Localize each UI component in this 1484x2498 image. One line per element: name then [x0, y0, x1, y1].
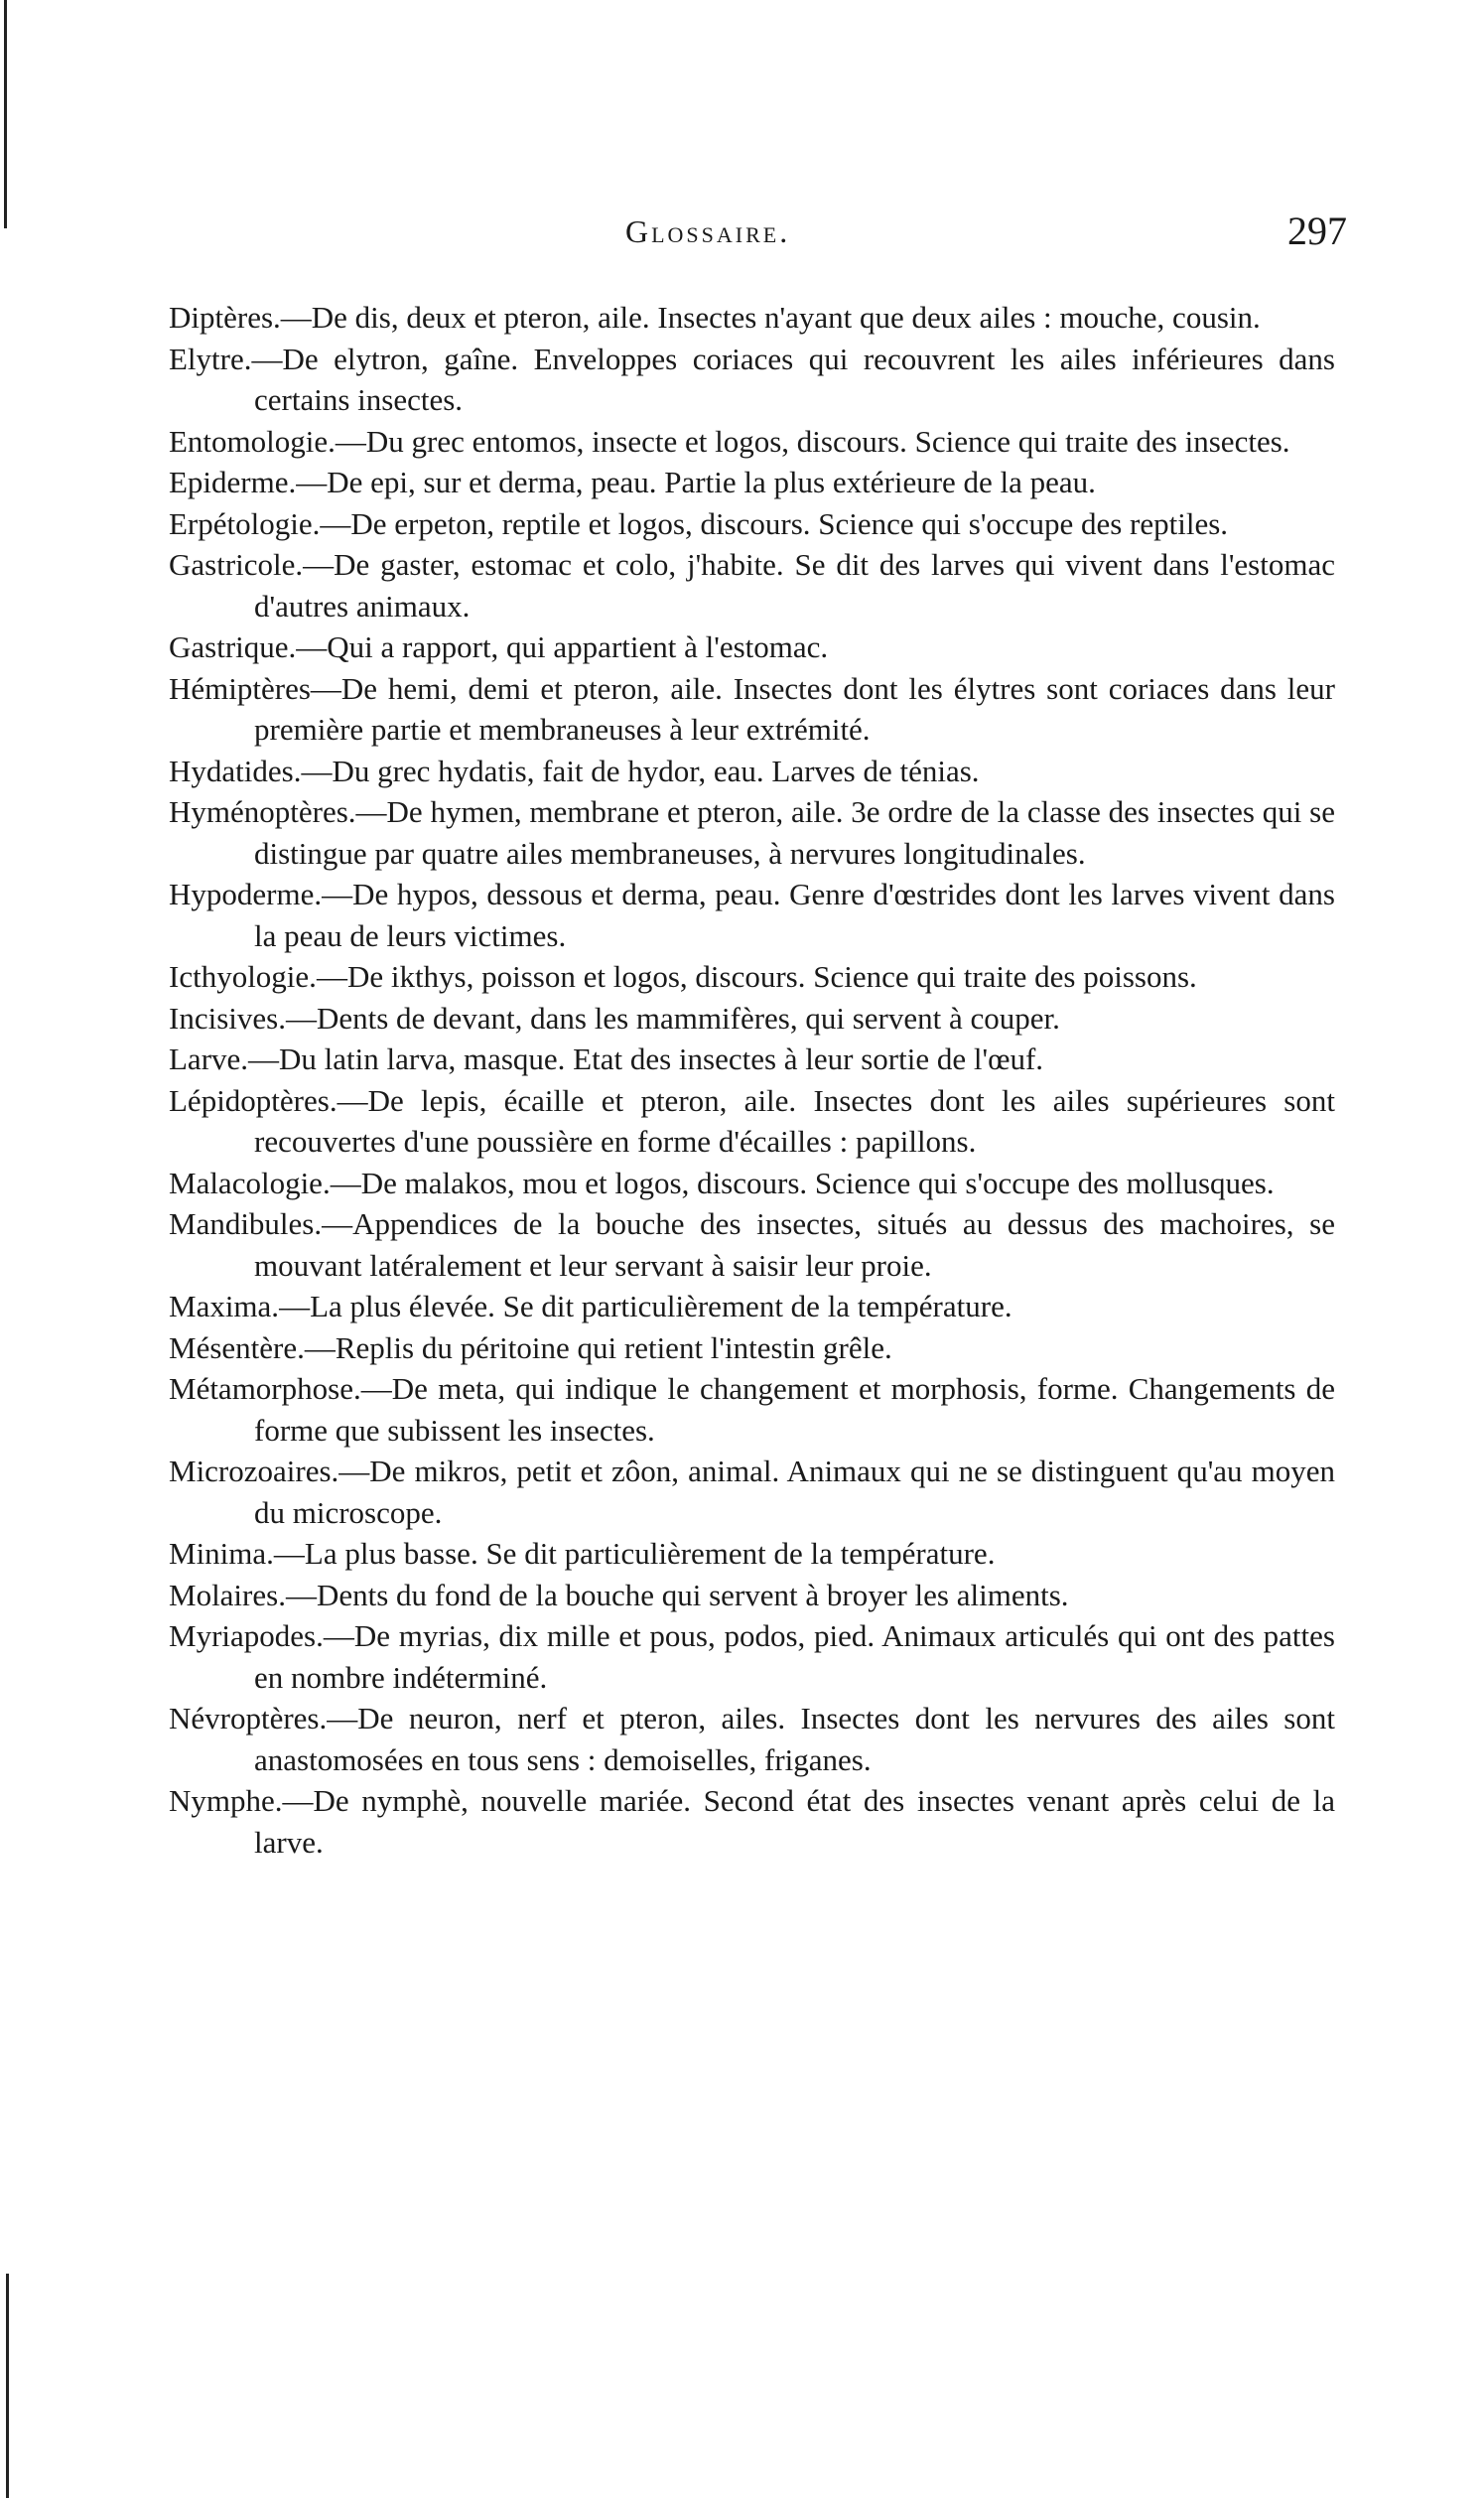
glossary-definition: —De lepis, écaille et pteron, aile. Insectes dont les ailes supérieures sont recouvertes d'une poussière en forme d'écailles : papillons.: [254, 1082, 1335, 1159]
glossary-entry: [169, 668, 1335, 751]
glossary-definition: —De epi, sur et derma, peau. Partie la plus extérieure de la peau.: [296, 465, 1096, 499]
glossary-entry: [169, 626, 1335, 668]
page-edge-line: [4, 0, 7, 228]
glossary-entry: [169, 1327, 1335, 1369]
glossary-entry: [169, 297, 1335, 339]
document-page: [169, 204, 1347, 1863]
glossary-definition: —Qui a rapport, qui appartient à l'estomac.: [296, 629, 829, 664]
glossary-term: Mésentère.: [169, 1329, 305, 1365]
glossary-definition: —Dents de devant, dans les mammifères, qui servent à couper.: [285, 1000, 1060, 1036]
glossary-definition: —Replis du péritoine qui retient l'intestin grêle.: [304, 1329, 892, 1365]
glossary-definition: —Du grec entomos, insecte et logos, discours. Science qui traite des insectes.: [335, 423, 1290, 459]
glossary-entry: [169, 1163, 1335, 1204]
glossary-entry: [169, 1080, 1335, 1163]
glossary-entry: [169, 1368, 1335, 1451]
glossary-definition: —De gaster, estomac et colo, j'habite. Se dit des larves qui vivent dans l'estomac d'autres animaux.: [254, 547, 1335, 624]
glossary-term: Lépidoptères.: [169, 1082, 337, 1118]
glossary-entry: [169, 998, 1335, 1040]
glossary-term: Malacologie.: [169, 1165, 331, 1200]
glossary-entry: [169, 956, 1335, 998]
page-number: 297: [1287, 208, 1347, 253]
glossary-term: Icthyologie.: [169, 959, 317, 994]
glossary-term: Diptères.: [169, 300, 281, 335]
glossary-term: Métamorphose.: [169, 1371, 361, 1406]
glossary-term: Myriapodes.: [169, 1618, 324, 1653]
glossary-entry: [169, 1575, 1335, 1616]
glossary-term: Larve.: [169, 1041, 249, 1076]
glossary-definition: —De meta, qui indique le changement et morphosis, forme. Changements de forme que subissent les insectes.: [254, 1371, 1335, 1448]
glossary-definition: —Du grec hydatis, fait de hydor, eau. Larves de ténias.: [301, 753, 980, 788]
glossary-entry: [169, 1451, 1335, 1533]
glossary-entry: [169, 462, 1335, 503]
glossary-term: Erpétologie.: [169, 505, 321, 541]
glossary-entry: [169, 339, 1335, 421]
glossary-definition: —Du latin larva, masque. Etat des insectes à leur sortie de l'œuf.: [248, 1041, 1044, 1076]
glossary-entry: [169, 1780, 1335, 1863]
glossary-term: Minima.: [169, 1536, 274, 1571]
glossary-term: Hydatides.: [169, 753, 302, 788]
glossary-definition: —De hemi, demi et pteron, aile. Insectes dont les élytres sont coriaces dans leur première partie et membraneuses à leur extrémité.: [254, 670, 1335, 747]
glossary-definition: —De dis, deux et pteron, aile. Insectes n'ayant que deux ailes : mouche, cousin.: [280, 300, 1261, 335]
glossary-entry: [169, 1286, 1335, 1327]
glossary-term: Névroptères.: [169, 1701, 328, 1735]
glossary-definition: —La plus basse. Se dit particulièrement de la température.: [273, 1536, 996, 1571]
glossary-definition: —Appendices de la bouche des insectes, situés au dessus des machoires, se mouvant latéralement et leur servant à saisir leur proie.: [254, 1206, 1335, 1283]
glossary-definition: —De myrias, dix mille et pous, podos, pied. Animaux articulés qui ont des pattes en nombre indéterminé.: [254, 1618, 1335, 1695]
glossary-definition: —De erpeton, reptile et logos, discours. Science qui s'occupe des reptiles.: [320, 505, 1229, 541]
glossary-term: Molaires.: [169, 1577, 286, 1612]
glossary-term: Entomologie.: [169, 423, 336, 459]
glossary-term: Hypoderme.: [169, 877, 323, 911]
glossary-entry: [169, 421, 1335, 463]
glossary-entry: [169, 544, 1335, 626]
glossary-term: Hyménoptères.: [169, 794, 356, 829]
glossary-term: Gastricole.: [169, 547, 304, 582]
page-edge-line: [6, 2274, 9, 2498]
page-header: [169, 204, 1347, 263]
glossary-term: Maxima.: [169, 1289, 280, 1323]
glossary-entry: [169, 1203, 1335, 1286]
glossary-definition: —De nymphè, nouvelle mariée. Second état des insectes venant après celui de la larve.: [254, 1783, 1335, 1860]
glossary-entry: [169, 874, 1335, 956]
glossary-definition: —Dents du fond de la bouche qui servent à broyer les aliments.: [285, 1577, 1069, 1612]
glossary-term: Mandibules.: [169, 1206, 323, 1241]
glossary-term: Epiderme.: [169, 465, 297, 499]
glossary-definition: —De ikthys, poisson et logos, discours. Science qui traite des poissons.: [316, 959, 1197, 994]
glossary-entry: [169, 1615, 1335, 1698]
glossary-term: Nymphe.: [169, 1783, 283, 1818]
glossary-entry: [169, 1533, 1335, 1575]
glossary-entry: [169, 791, 1335, 874]
glossary-definition: —De mikros, petit et zôon, animal. Animaux qui ne se distinguent qu'au moyen du microscope.: [254, 1454, 1335, 1530]
glossary-definition: —De malakos, mou et logos, discours. Science qui s'occupe des mollusques.: [330, 1165, 1275, 1200]
glossary-term: Incisives.: [169, 1000, 286, 1036]
glossary-entry: [169, 503, 1335, 545]
glossary-term: Hémiptères: [169, 670, 311, 706]
glossary-definition: —De neuron, nerf et pteron, ailes. Insectes dont les nervures des ailes sont anastomosées en tous sens : demoiselles, friganes.: [254, 1701, 1335, 1777]
glossary-definition: —De elytron, gaîne. Enveloppes coriaces qui recouvrent les ailes inférieures dans certains insectes.: [251, 341, 1335, 417]
glossary-term: Elytre.: [169, 341, 252, 376]
glossary-definition: —De hypos, dessous et derma, peau. Genre d'œstrides dont les larves vivent dans la peau de leurs victimes.: [254, 877, 1335, 953]
glossary-entry: [169, 1698, 1335, 1780]
glossary-definition: —De hymen, membrane et pteron, aile. 3e ordre de la classe des insectes qui se distingue par quatre ailes membraneuses, à nervures longitudinales.: [254, 794, 1335, 871]
glossary-entry: [169, 1039, 1335, 1080]
running-head: Glossaire.: [625, 213, 791, 249]
glossary-term: Gastrique.: [169, 629, 297, 664]
glossary-definition: —La plus élevée. Se dit particulièrement de la température.: [279, 1289, 1012, 1323]
glossary-list: [169, 297, 1335, 1863]
glossary-entry: [169, 751, 1335, 792]
glossary-term: Microzoaires.: [169, 1454, 339, 1488]
